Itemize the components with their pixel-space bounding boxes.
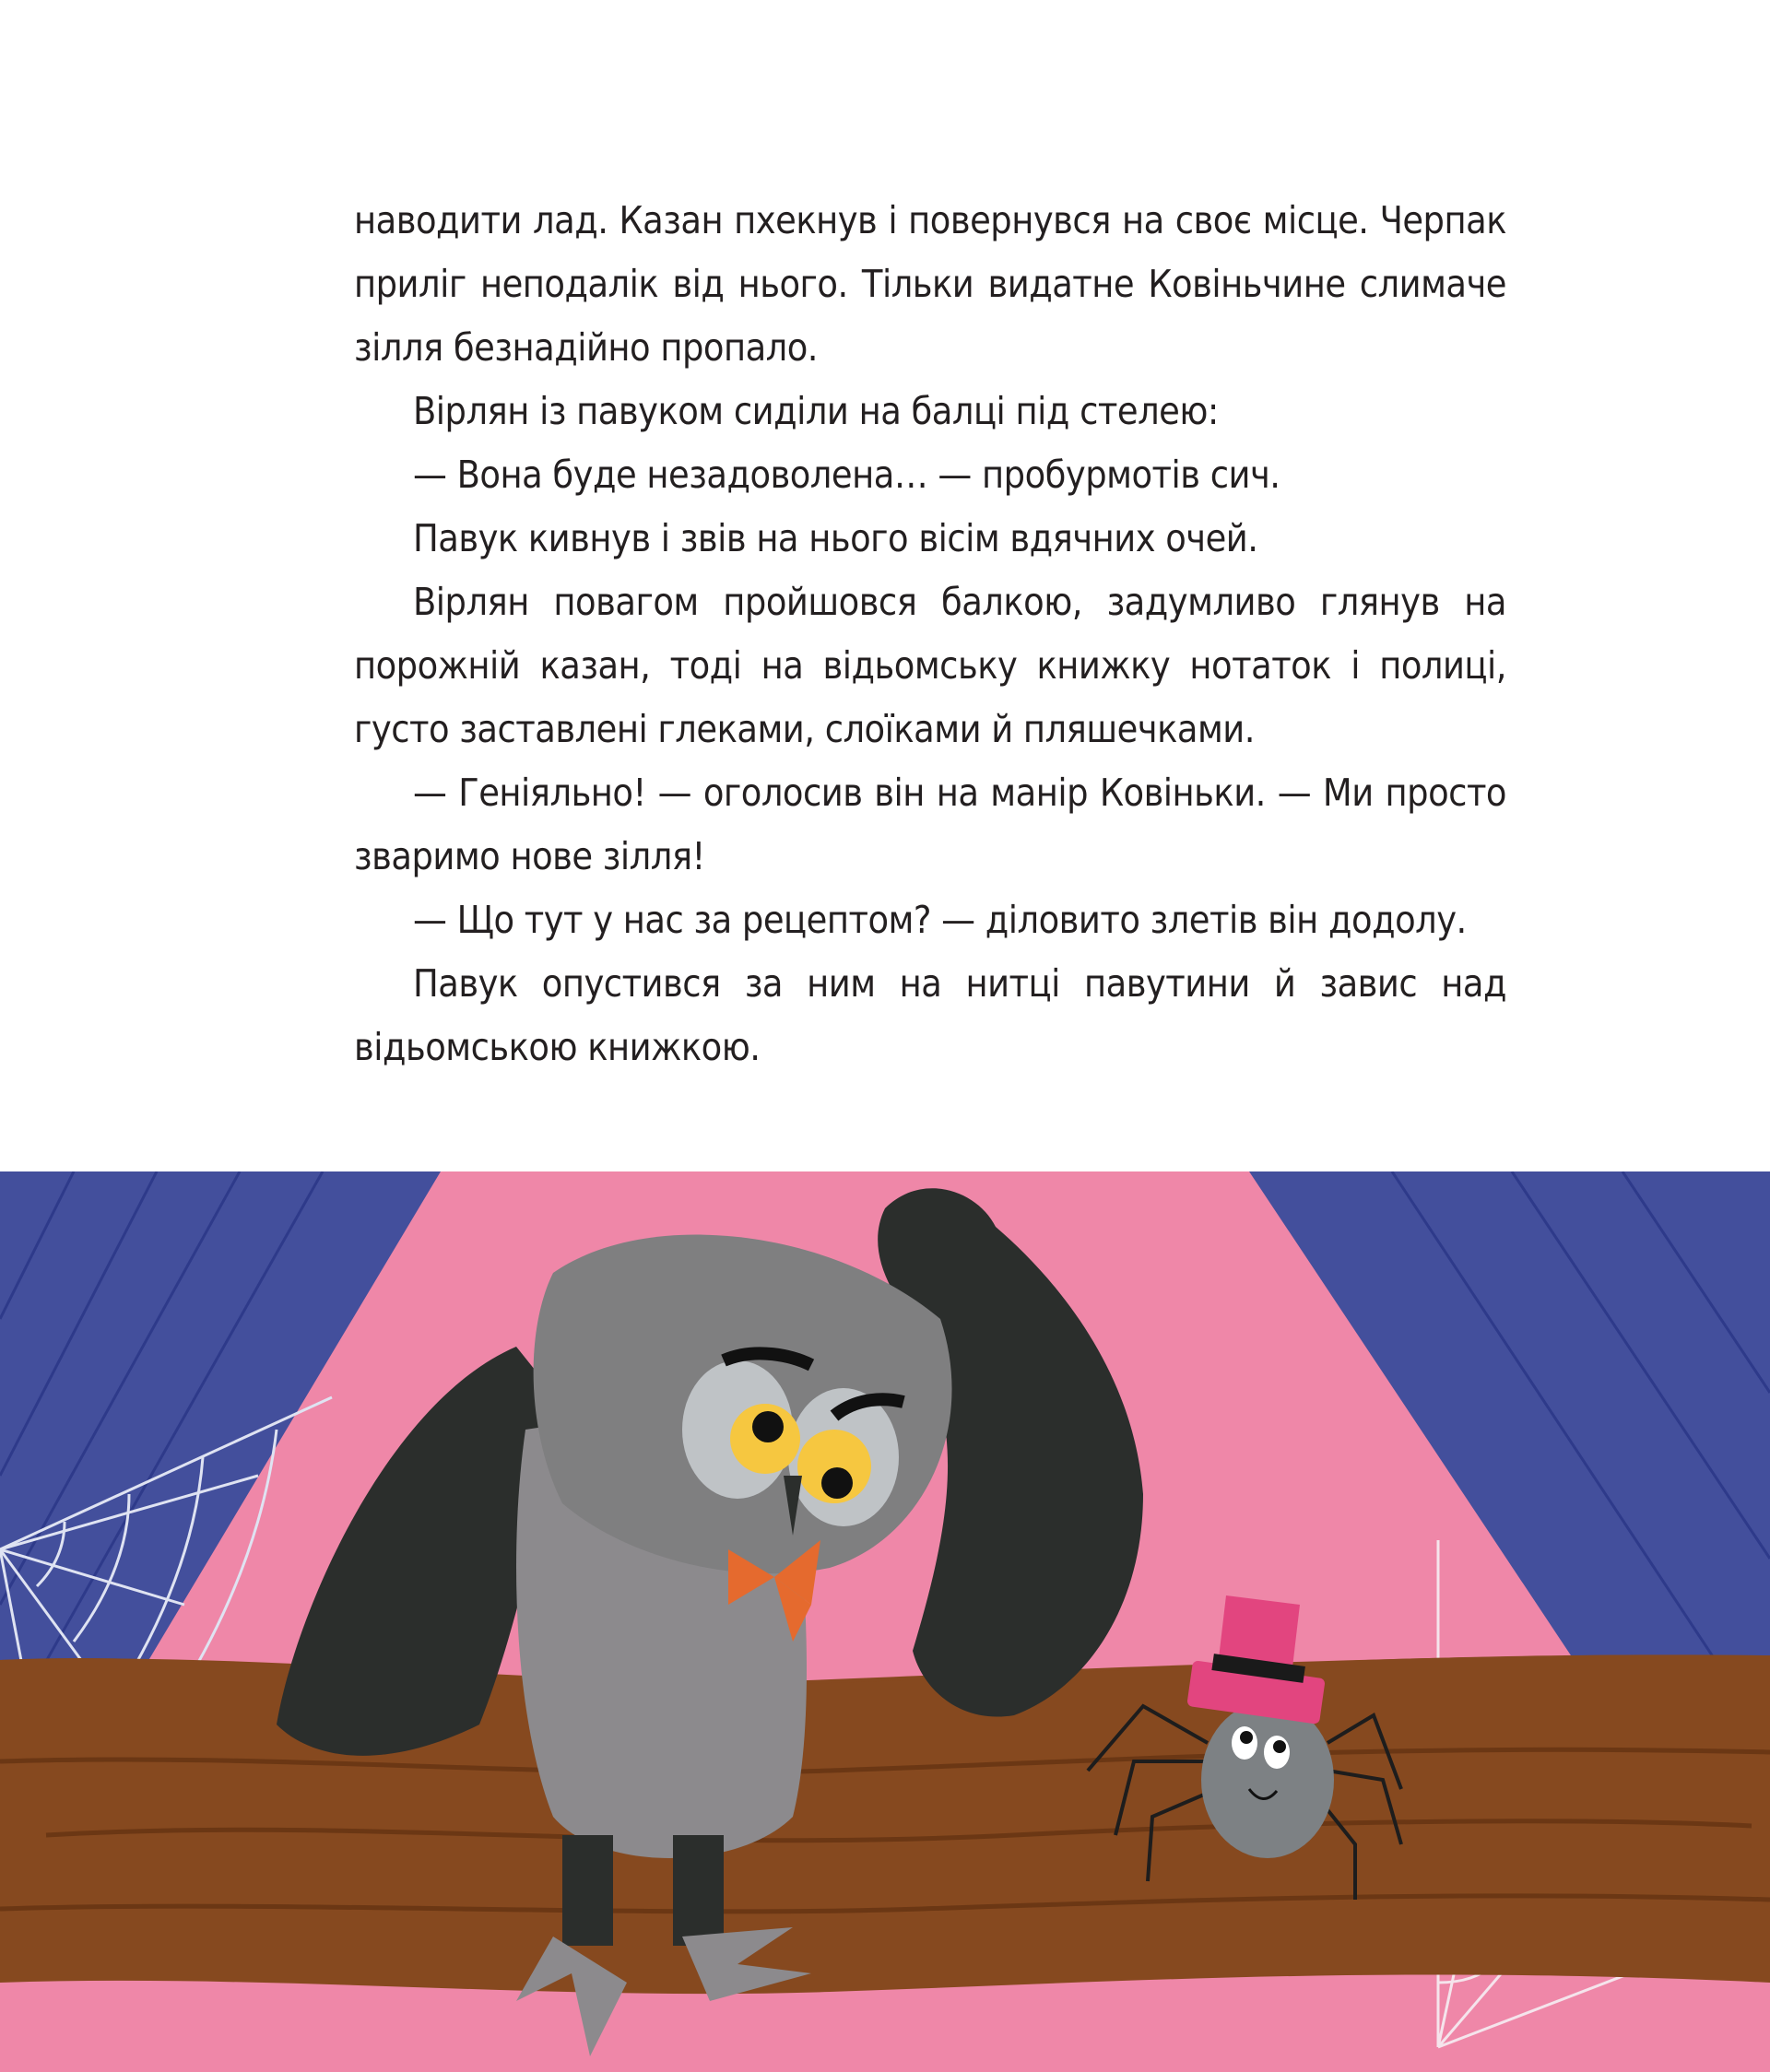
paragraph: Павук опустився за ним на нитці павутини й завис над відьомською книжкою. <box>354 961 1506 1069</box>
paragraph: Вірлян із павуком сиділи на балці під стелею: <box>413 389 1219 433</box>
owl-eye-left-pupil <box>752 1411 784 1442</box>
illustration-svg <box>0 1171 1770 2072</box>
spider-body <box>1201 1701 1334 1858</box>
owl-eye-right-pupil <box>821 1467 853 1499</box>
story-text <box>354 189 1506 1079</box>
paragraph: Вірлян повагом пройшовся балкою, задумливо глянув на порожній казан, тоді на відьомську книжку нотаток і полиці, густо заставлені глеками, слоїками й пляшечками. <box>354 580 1506 751</box>
paragraph: наводити лад. Казан пхекнув і повернувся на своє місце. Черпак приліг неподалік від нього. Тільки видатне Ковіньчине слимаче зілля безнадійно пропало. <box>354 198 1506 370</box>
paragraph: — Геніяльно! — оголосив він на манір Ковіньки. — Ми просто зваримо нове зілля! <box>354 771 1506 878</box>
owl-right-leg <box>673 1835 724 1946</box>
owl-left-leg <box>562 1835 613 1946</box>
illustration-owl-and-spider <box>0 1171 1770 2072</box>
paragraph: — Вона буде незадоволена… — пробурмотів сич. <box>413 453 1280 497</box>
paragraph: Павук кивнув і звів на нього вісім вдячних очей. <box>413 516 1258 560</box>
wooden-beam-body <box>0 1654 1770 1994</box>
paragraph: — Що тут у нас за рецептом? — діловито злетів він додолу. <box>413 898 1467 942</box>
